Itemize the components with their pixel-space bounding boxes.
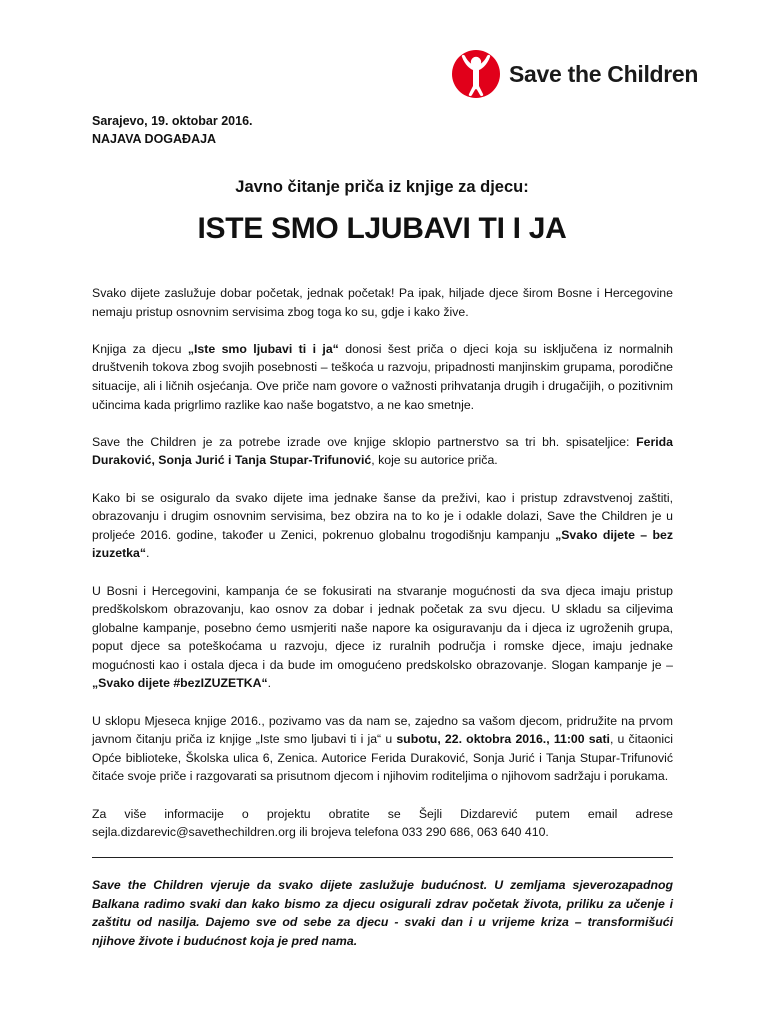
document-title: ISTE SMO LJUBAVI TI I JA <box>197 212 567 245</box>
campaign-name-emphasis: „Svako dijete – bez izuzetka“ <box>92 527 673 561</box>
document-body <box>92 284 673 860</box>
logo-wordmark: Save the Children <box>509 60 699 87</box>
paragraph-campaign: Kako bi se osiguralo da svako dijete ima jednake šanse da preživi, kao i pristup zdravstvenoj zaštiti, obrazovanju i drugim osnovnim servisima, bez obzira na to ko je i odakle dolazi, Save the Children je u proljeće 2016. godine, također u Zenici, pokrenuo globalnu trogodišnju kampanju „Svako dijete – bez izuzetka“. <box>92 490 673 561</box>
paragraph-authors: Save the Children je za potrebe izrade ove knjige sklopio partnerstvo sa tri bh. spisateljice: Ferida Duraković, Sonja Jurić i Tanja Stupar-Trifunović, koje su autorice priča. <box>92 434 673 468</box>
document-type: NAJAVA DOGAĐAJA <box>92 132 217 146</box>
book-title-emphasis: „Iste smo ljubavi ti i ja“ <box>187 341 339 356</box>
document-subtitle: Javno čitanje priča iz knjige za djecu: <box>235 178 529 196</box>
dateline: Sarajevo, 19. oktobar 2016. <box>92 114 253 128</box>
paragraph-event: U sklopu Mjeseca knjige 2016., pozivamo vas da nam se, zajedno sa vašom djecom, pridružite na prvom javnom čitanju priča iz knjige „Iste smo ljubavi ti i ja“ u subotu, 22. oktobra 2016., 11:00 sati, u čitaonici Opće biblioteke, Školska ulica 6, Zenica. Autorice Ferida Duraković, Sonja Jurić i Tanja Stupar-Trifunović čitaće svoje priče i razgovarati sa prisutnom djecom i njihovim roditeljima o njihovom sadržaju i porukama. <box>92 713 673 784</box>
dateline-block <box>92 112 253 148</box>
paragraph-book: Knjiga za djecu „Iste smo ljubavi ti i ja“ donosi šest priča o djeci koja su isključena iz normalnih društvenih tokova zbog svojih posebnosti – teškoća u razvoju, pripadnosti manjinskim grupama, porodične situacije, ali i ličnih osjećanja. Ove priče nam govore o važnosti prihvatanja drugih i drugačijih, o pozitivnim učincima kada prigrlimo razlike kao naše bogatstvo, a ne kao smetnje. <box>92 341 673 412</box>
authors-emphasis: Ferida Duraković, Sonja Jurić i Tanja Stupar-Trifunović <box>92 434 673 468</box>
paragraph-contact: Za više informacije o projektu obratite se Šejli Dizdarević putem email adrese sejla.dizdarevic@savethechildren.org ili brojeva telefona 033 290 686, 063 640 410. <box>92 806 673 840</box>
save-the-children-logo <box>451 44 711 104</box>
footer-divider <box>92 857 673 858</box>
paragraph-bih-campaign: U Bosni i Hercegovini, kampanja će se fokusirati na stvaranje mogućnosti da sva djeca imaju pristup predškolskom obrazovanju, kao osnov za dobar i jednak početak za svu djecu. U skladu sa ciljevima globalne kampanje, posebno ćemo usmjeriti naše napore ka osiguravanju da i djeca iz ugroženih grupa, poput djece sa poteškoćama u razvoju, djece iz ruralnih područja i romske djece, imaju jednake mogućnosti kao i ostala djeca i da bude im omogućeno predskolsko obrazovanje. Slogan kampanje je – „Svako dijete #bezIZUZETKA“. <box>92 583 673 691</box>
slogan-emphasis: „Svako dijete #bezIZUZETKA“ <box>92 676 268 691</box>
event-datetime-emphasis: subotu, 22. oktobra 2016., 11:00 sati <box>396 732 610 747</box>
save-the-children-emblem-icon <box>451 45 501 103</box>
footer-statement: Save the Children vjeruje da svako dijete zaslužuje budućnost. U zemljama sjeverozapadnog Balkana radimo svaki dan kako bismo za djecu osigurali zdrav početak života, priliku za učenje i zaštitu od nasilja. Dajemo sve od sebe za djecu - svaki dan i u vrijeme kriza – transformišući njihove živote i budućnost koja je pred nama. <box>92 878 673 948</box>
paragraph-intro: Svako dijete zaslužuje dobar početak, jednak početak! Pa ipak, hiljade djece širom Bosne i Hercegovine nemaju pristup osnovnim servisima zbog toga ko su, gdje i kako žive. <box>92 286 673 319</box>
